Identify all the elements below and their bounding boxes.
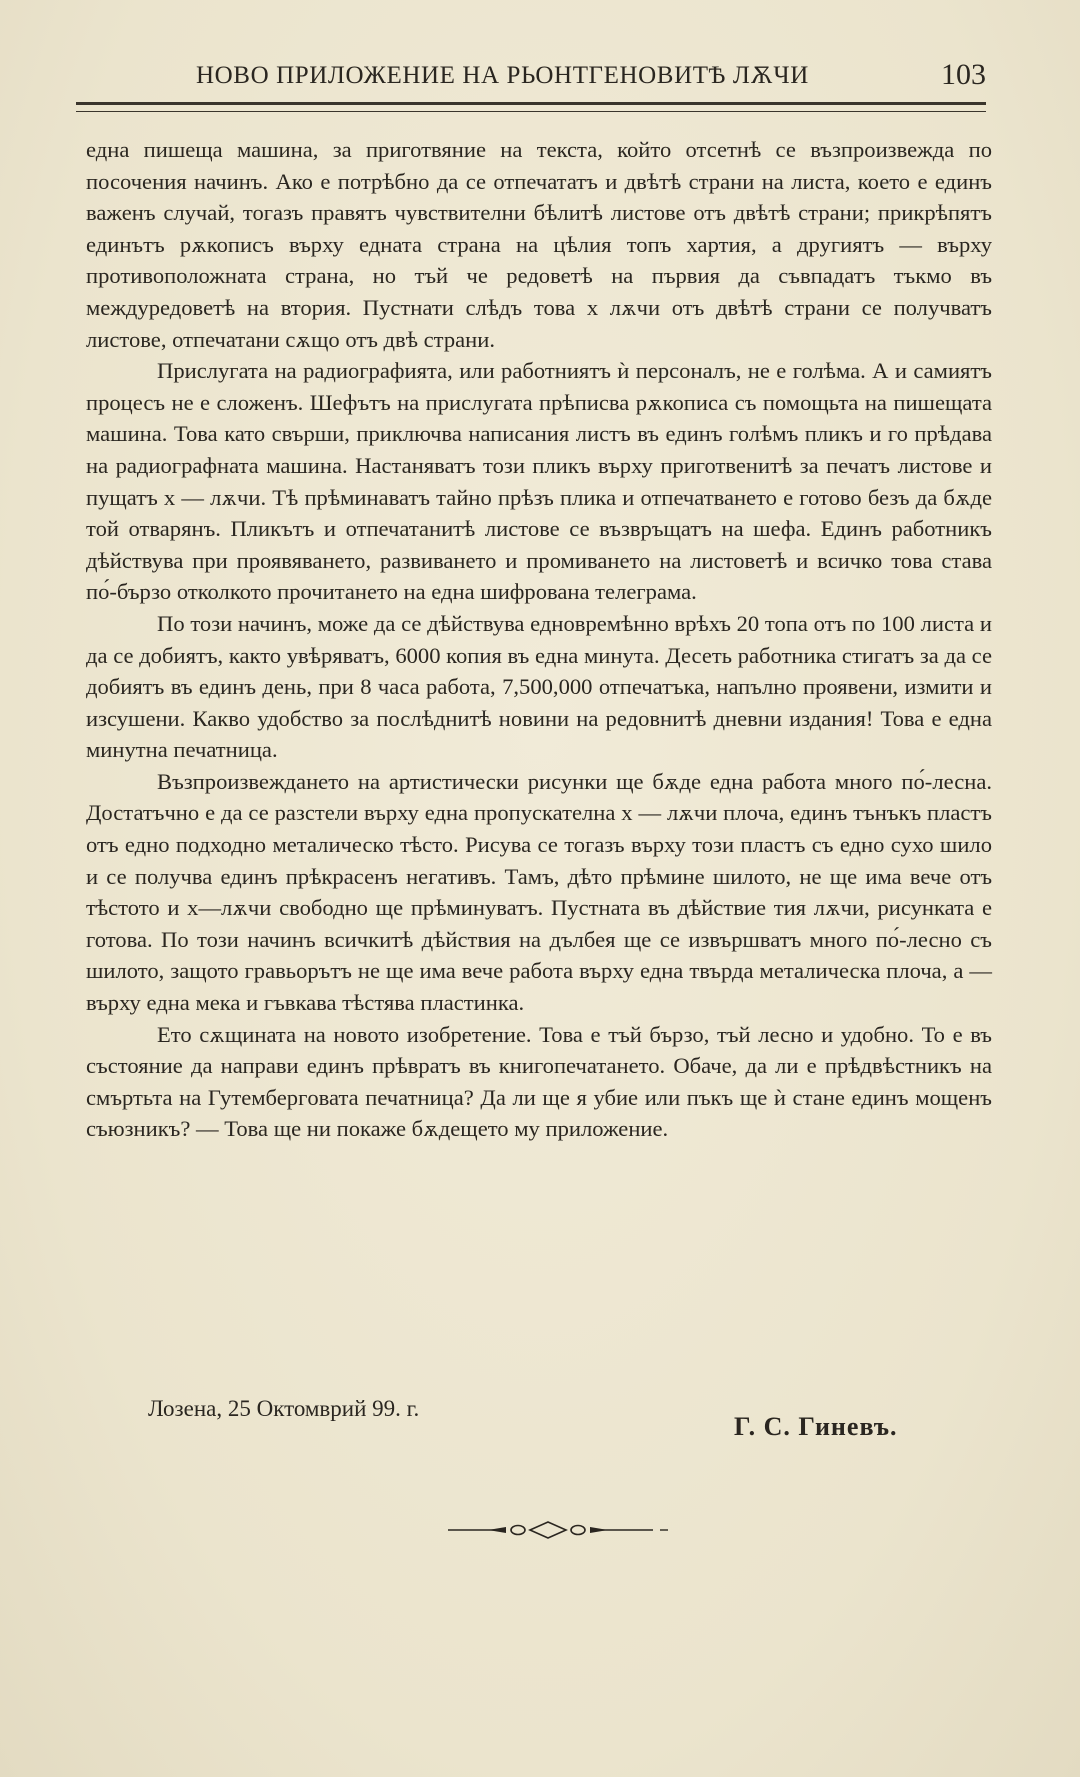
- header-double-rule: [76, 102, 986, 112]
- article-body: [86, 134, 992, 1145]
- place-date: Лозена, 25 Октомврий 99. г.: [148, 1396, 420, 1421]
- paragraph: По този начинъ, може да се дѣйствува едновремѣнно врѣхъ 20 топа отъ по 100 листа и да се добиятъ, както увѣряватъ, 6000 копия въ една минута. Десеть работника стигатъ за да се добиятъ въ единъ день, при 8 часа работа, 7,500,000 отпечатъка, напълно проявени, измити и изсушени. Какво удобство за послѣднитѣ новини на редовнитѣ дневни издания! Това е една минутна печатница.: [86, 610, 992, 763]
- running-title: НОВО ПРИЛОЖЕНИЕ НА РЬОНТГЕНОВИТѢ ЛѪЧИ: [196, 62, 809, 89]
- paragraph: Прислугата на радиографията, или работниятъ ѝ персоналъ, не е голѣма. А и самиятъ процесъ не е сложенъ. Шефътъ на прислугата прѣписва рѫкописа съ помощьта на пишещата машина. Това като свърши, приключва написания листъ въ единъ голѣмъ пликъ и го прѣдава на радиографната машина. Настаняватъ този пликъ върху приготвенитѣ за печатъ листове и пущатъ x — лѫчи. Тѣ прѣминаватъ тайно прѣзъ плика и отпечатването е готово безъ да бѫде той отварянъ. Пликътъ и отпечатанитѣ листове се възвръщатъ на шефа. Единъ работникъ дѣйствува при проявяването, развиването и промиването на листоветѣ и всичко това става по́-бързо отколкото прочитането на една шифрована телеграма.: [86, 358, 992, 605]
- author-signature: Г. С. Гиневъ.: [734, 1412, 898, 1441]
- paragraph: Възпроизвеждането на артистически рисунки ще бѫде една работа много по́-лесна. Достатъчно е да се разстели върху една пропускателна x — лѫчи плоча, единъ тънъкъ пластъ отъ едно подходно металическо тѣсто. Рисува се тогазъ върху този пластъ съ едно сухо шило и се получва единъ прѣкрасенъ негативъ. Тамъ, дѣто прѣмине шилото, не ще има вече отъ тѣстото и x—лѫчи свободно ще прѣминуватъ. Пустната въ дѣйствие тия лѫчи, рисунката е готова. По този начинъ всичкитѣ дѣйствия на дълбея ще се извършватъ много по́-лесно съ шилото, защото гравьорътъ не ще има вече работа върху една твърда металическа плоча, а — върху една мека и гъвкава тѣстява пластинка.: [86, 768, 992, 1016]
- end-ornament-icon: [448, 1518, 668, 1542]
- paragraph: Ето сѫщината на новото изобретение. Това е тъй бързо, тъй лесно и удобно. То е въ състояние да направи единъ прѣвратъ въ книгопечатането. Обаче, да ли е прѣдвѣстникъ на смъртьта на Гутембергoвата печатница? Да ли ще я убие или пъкъ ще ѝ стане единъ мощенъ съюзникъ? — Това ще ни покаже бѫдещето му приложение.: [86, 1021, 992, 1142]
- page-number: 103: [941, 58, 986, 91]
- page-header: [76, 58, 986, 98]
- paragraph: една пишеща машина, за приготвяние на текста, който отсетнѣ се възпроизвежда по посочения начинъ. Ако е потрѣбно да се отпечататъ и двѣтѣ страни на листа, което е единъ важенъ случай, тогазъ правятъ чувствителни бѣлитѣ листове отъ двѣтѣ страни; прикрѣпятъ единътъ рѫкописъ върху едната страна на цѣлия топъ хартия, а другиятъ — върху противоположната страна, но тъй че редоветѣ на първия да съвпадатъ тъкмо въ междуредоветѣ на втория. Пустнати слѣдъ това x лѫчи отъ двѣтѣ страни се получватъ листове, отпечатани сѫщо отъ двѣ страни.: [86, 137, 992, 352]
